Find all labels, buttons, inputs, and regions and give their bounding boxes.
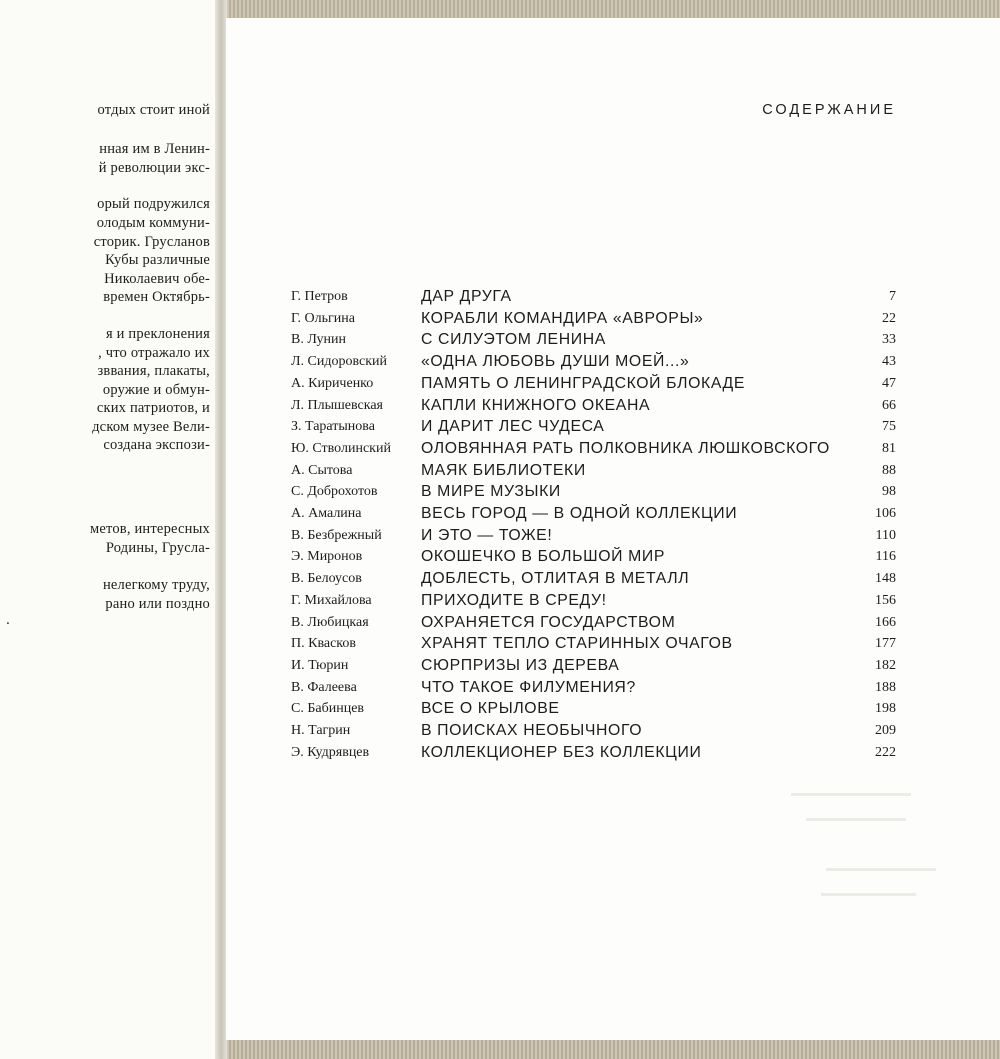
toc-entry <box>0 463 1000 485</box>
left-page-line: рано или поздно <box>105 596 210 612</box>
toc-title: ОХРАНЯЕТСЯ ГОСУДАРСТВОМ <box>421 613 676 631</box>
toc-title: ПАМЯТЬ О ЛЕНИНГРАДСКОЙ БЛОКАДЕ <box>421 374 746 392</box>
toc-entry <box>0 311 1000 333</box>
left-page-line: зввания, плакаты, <box>97 363 210 379</box>
toc-author: В. Фалеева <box>291 679 357 695</box>
toc-page-number: 98 <box>882 484 896 500</box>
toc-page-number: 209 <box>875 723 896 738</box>
left-page-line: й революции экс- <box>98 160 210 176</box>
left-page-line: нелегкому труду, <box>102 577 210 593</box>
cover-cloth-bottom <box>225 1040 1000 1059</box>
toc-entry <box>0 376 1000 398</box>
left-page-line: олодым коммуни- <box>96 215 210 231</box>
left-page-line: оружие и обмун- <box>102 382 210 398</box>
toc-entry <box>0 441 1000 463</box>
left-page-line: , что отражало их <box>98 345 210 361</box>
toc-entry <box>0 636 1000 658</box>
toc-author: Г. Ольгина <box>291 310 355 326</box>
toc-title: КОЛЛЕКЦИОНЕР БЕЗ КОЛЛЕКЦИИ <box>421 743 702 761</box>
left-page-line: ских патриотов, и <box>96 400 210 416</box>
left-page-line: времен Октябрь- <box>103 289 210 305</box>
toc-entry <box>0 615 1000 637</box>
toc-author: Э. Кудрявцев <box>291 744 370 760</box>
toc-page-number: 75 <box>882 419 896 435</box>
left-page-line: Кубы различные <box>105 252 210 268</box>
toc-title: КАПЛИ КНИЖНОГО ОКЕАНА <box>421 396 651 414</box>
left-page-line: орый подружился <box>97 196 210 212</box>
toc-page-number: 22 <box>882 310 896 326</box>
toc-author: И. Тюрин <box>291 657 349 673</box>
toc-entry <box>0 745 1000 767</box>
toc-title: «ОДНА ЛЮБОВЬ ДУШИ МОЕЙ...» <box>421 353 690 371</box>
toc-page-number: 182 <box>875 657 896 673</box>
toc-author: В. Лунин <box>291 332 346 348</box>
toc-page-number: 43 <box>882 354 896 370</box>
toc-author: Н. Тагрин <box>291 723 351 738</box>
toc-page-number: 156 <box>875 592 896 608</box>
toc-entry <box>0 484 1000 506</box>
toc-author: А. Кириченко <box>291 375 374 391</box>
left-page-line: Николаевич обе- <box>104 271 210 287</box>
toc-entry <box>0 528 1000 550</box>
toc-author: С. Доброхотов <box>291 484 378 500</box>
toc-author: С. Бабинцев <box>291 701 365 717</box>
toc-author: П. Квасков <box>291 636 357 652</box>
toc-entry <box>0 289 1000 311</box>
show-through-mark <box>806 818 906 821</box>
toc-title: СЮРПРИЗЫ ИЗ ДЕРЕВА <box>421 656 620 674</box>
toc-page-number: 88 <box>882 462 896 478</box>
toc-title: С СИЛУЭТОМ ЛЕНИНА <box>421 331 606 349</box>
toc-title: МАЯК БИБЛИОТЕКИ <box>421 461 586 479</box>
toc-entry <box>0 701 1000 723</box>
toc-page-number: 33 <box>882 332 896 348</box>
toc-title: ДОБЛЕСТЬ, ОТЛИТАЯ В МЕТАЛЛ <box>421 570 690 588</box>
left-page-line: метов, интересных <box>89 521 210 537</box>
toc-author: А. Амалина <box>291 506 362 521</box>
toc-page-number: 106 <box>875 506 896 521</box>
toc-author: В. Любицкая <box>291 614 369 630</box>
show-through-mark <box>791 793 911 796</box>
left-page-line: нная им в Ленин- <box>99 141 210 157</box>
toc-author: Э. Миронов <box>291 549 363 565</box>
toc-author: Ю. Стволинский <box>291 440 391 456</box>
toc-page-number: 166 <box>875 614 896 630</box>
toc-entry <box>0 354 1000 376</box>
toc-entry <box>0 571 1000 593</box>
toc-entry <box>0 658 1000 680</box>
toc-page-number: 198 <box>875 701 896 717</box>
toc-title: ОЛОВЯННАЯ РАТЬ ПОЛКОВНИКА ЛЮШКОВСКОГО <box>421 439 830 457</box>
toc-entry <box>0 398 1000 420</box>
toc-title: КОРАБЛИ КОМАНДИРА «АВРОРЫ» <box>421 309 704 327</box>
show-through-mark <box>826 868 936 871</box>
toc-title: ЧТО ТАКОЕ ФИЛУМЕНИЯ? <box>421 678 636 696</box>
toc-page-number: 47 <box>882 375 896 391</box>
toc-entry <box>0 549 1000 571</box>
toc-author: Г. Петров <box>291 289 348 304</box>
toc-page-number: 66 <box>882 397 896 413</box>
toc-entry <box>0 723 1000 745</box>
toc-title: ВСЕ О КРЫЛОВЕ <box>421 700 560 718</box>
left-page-line: Родины, Грусла- <box>105 540 210 556</box>
toc-page-number: 116 <box>875 549 896 565</box>
toc-author: Л. Сидоровский <box>291 354 387 370</box>
toc-title: ОКОШЕЧКО В БОЛЬШОЙ МИР <box>421 548 666 566</box>
toc-title: ХРАНЯТ ТЕПЛО СТАРИННЫХ ОЧАГОВ <box>421 635 733 653</box>
toc-page-number: 177 <box>875 636 896 652</box>
toc-author: В. Безбрежный <box>291 527 382 543</box>
toc-page-number: 110 <box>875 527 896 543</box>
toc-title: И ДАРИТ ЛЕС ЧУДЕСА <box>421 418 605 436</box>
toc-author: А. Сытова <box>291 462 353 478</box>
show-through-mark <box>821 893 916 896</box>
toc-author: В. Белоусов <box>291 571 362 587</box>
toc-author: Л. Плышевская <box>291 397 383 413</box>
left-page-line: сторик. Грусланов <box>93 234 210 250</box>
toc-title: В ПОИСКАХ НЕОБЫЧНОГО <box>421 722 643 739</box>
toc-title: В МИРЕ МУЗЫКИ <box>421 483 561 501</box>
toc-title: ВЕСЬ ГОРОД — В ОДНОЙ КОЛЛЕКЦИИ <box>421 505 738 522</box>
toc-page-number: 148 <box>875 571 896 587</box>
toc-page-number: 188 <box>875 679 896 695</box>
toc-entry <box>0 680 1000 702</box>
toc-entry <box>0 593 1000 615</box>
toc-page-number: 7 <box>889 289 896 304</box>
toc-author: З. Таратынова <box>291 419 375 435</box>
toc-title: ПРИХОДИТЕ В СРЕДУ! <box>421 591 607 609</box>
left-page-line: . <box>6 612 10 628</box>
toc-entry <box>0 332 1000 354</box>
toc-title: ДАР ДРУГА <box>421 288 512 305</box>
toc-entry <box>0 419 1000 441</box>
toc-page-number: 222 <box>875 744 896 760</box>
left-page-line: отдых стоит иной <box>97 102 210 118</box>
toc-page-number: 81 <box>882 440 896 456</box>
left-page-line: создана экспози- <box>103 437 210 453</box>
toc-entry <box>0 506 1000 528</box>
toc-author: Г. Михайлова <box>291 592 372 608</box>
left-page-line: дском музее Вели- <box>92 419 210 435</box>
contents-heading: СОДЕРЖАНИЕ <box>762 102 896 118</box>
left-page-line: я и преклонения <box>105 326 210 342</box>
toc-title: И ЭТО — ТОЖЕ! <box>421 526 553 544</box>
